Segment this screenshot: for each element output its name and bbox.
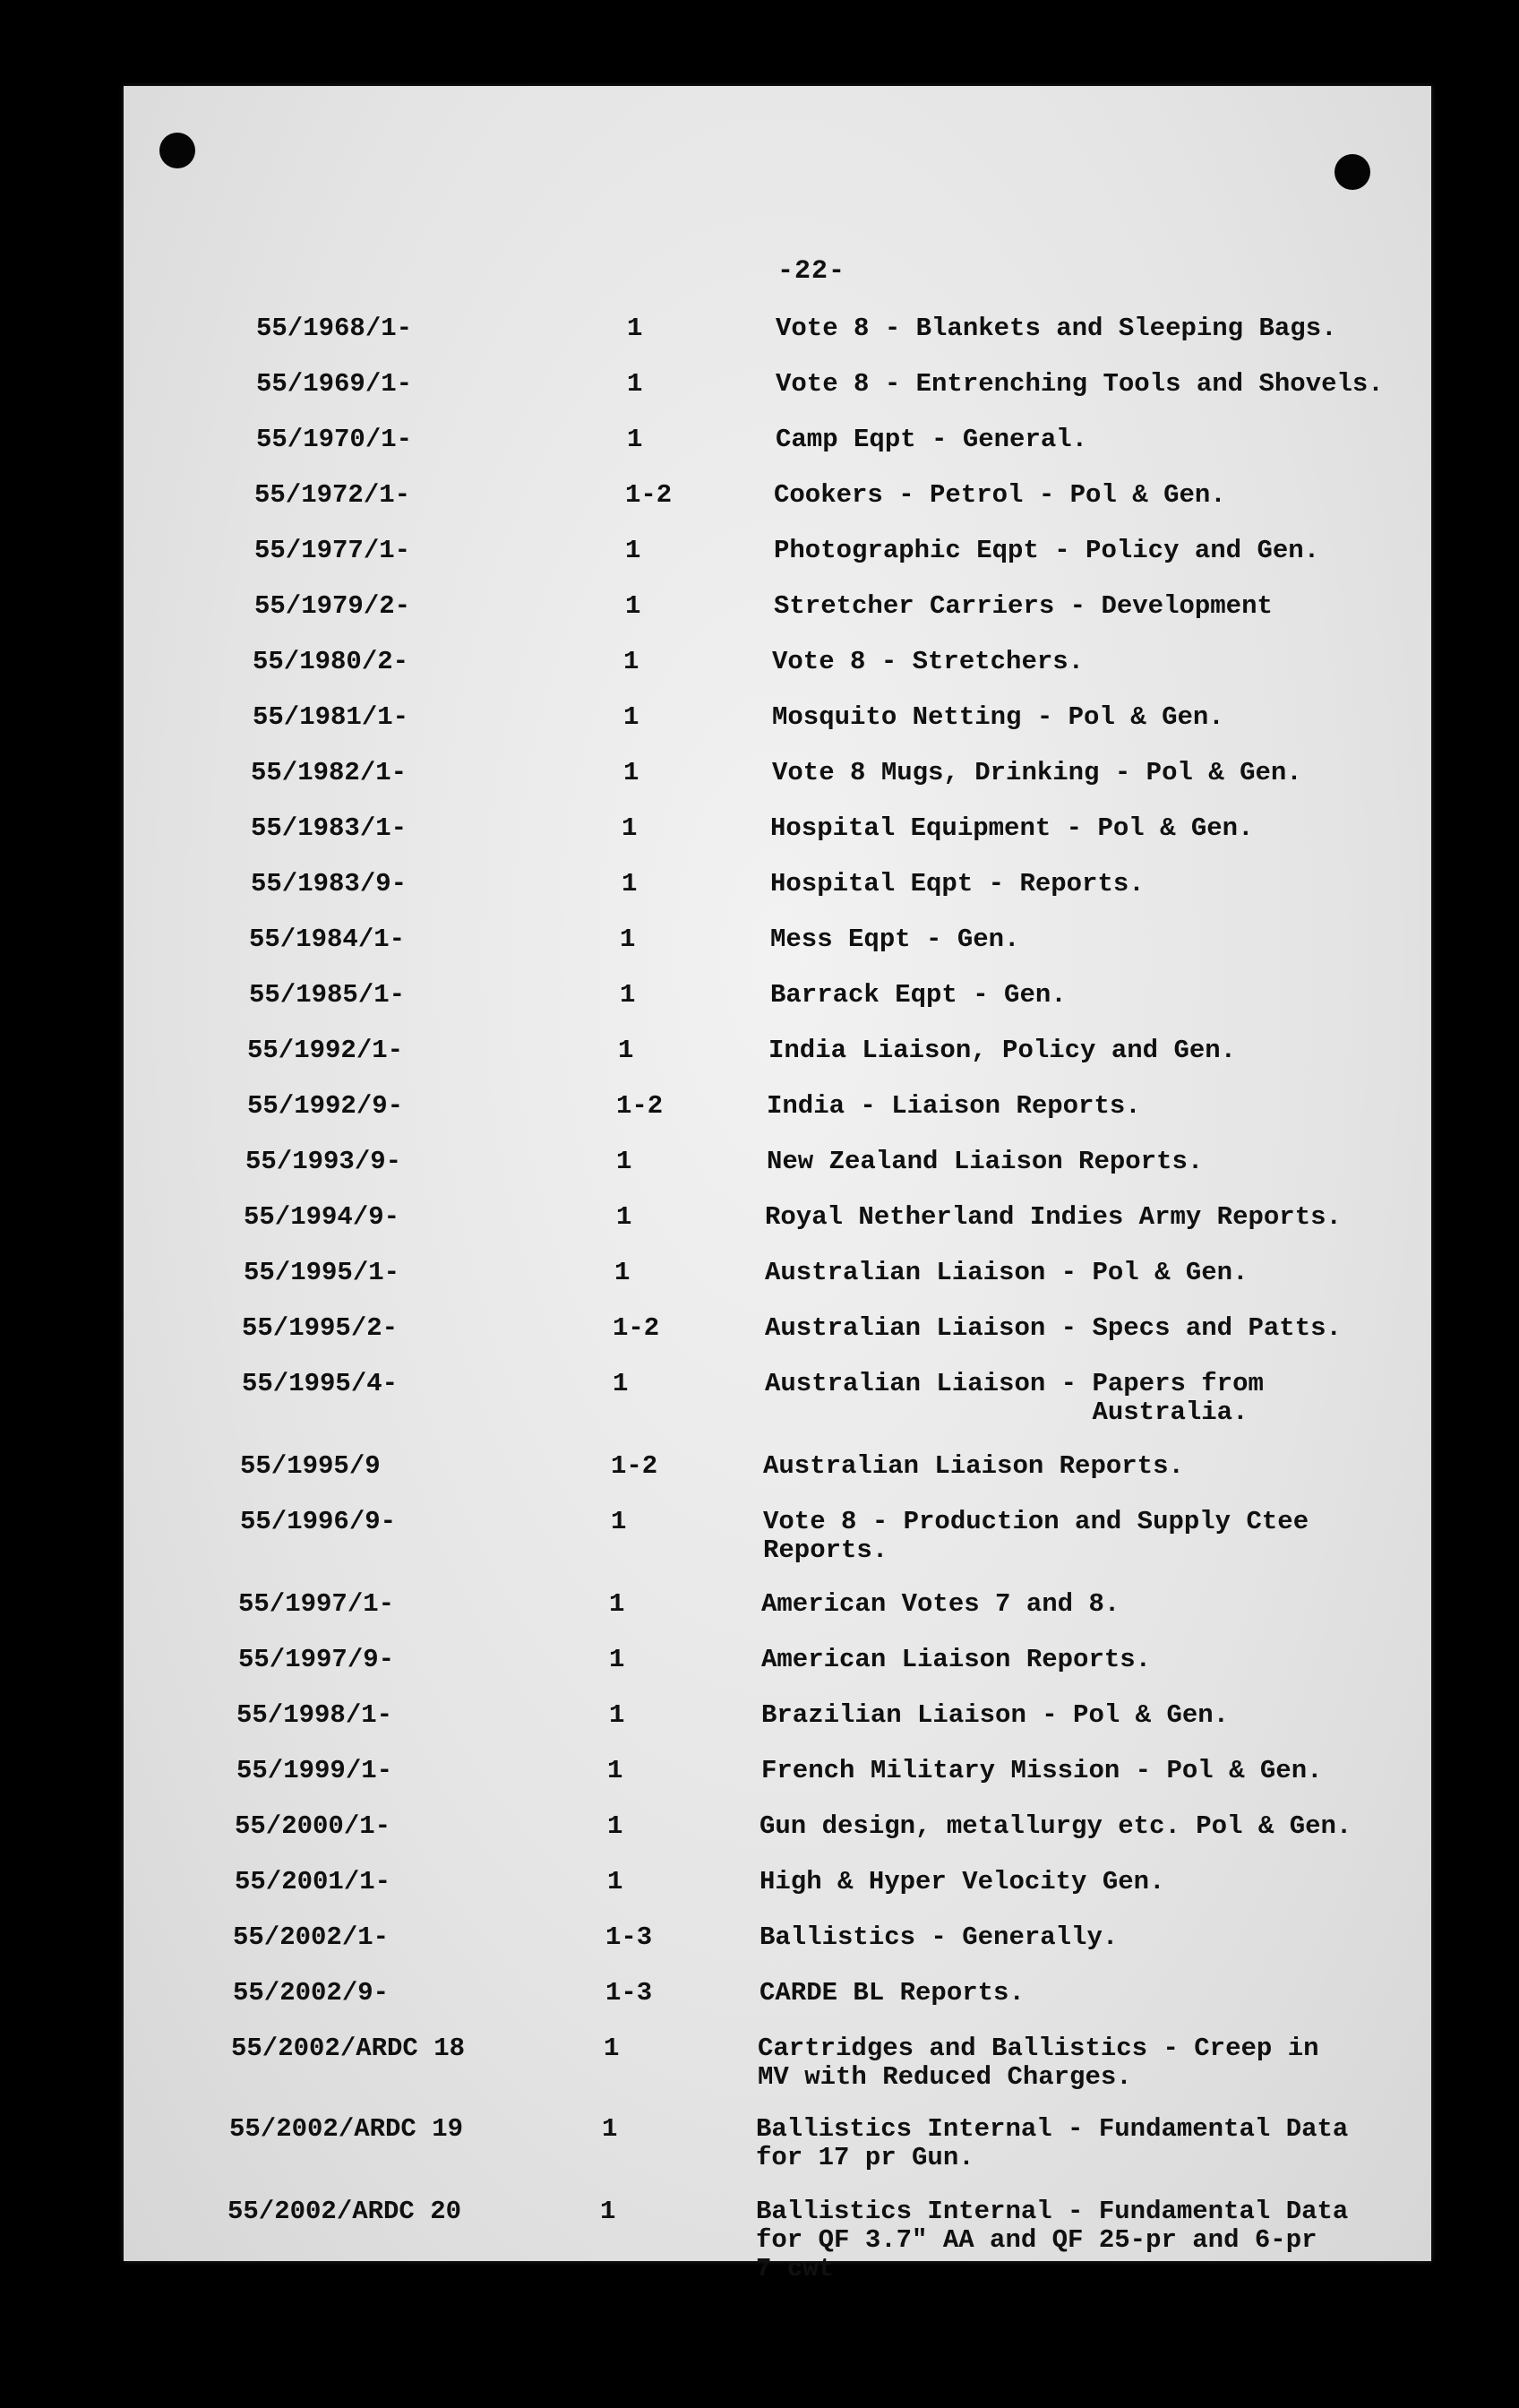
file-description — [756, 2115, 1348, 2172]
description-line: CARDE BL Reports. — [760, 1978, 1025, 2008]
file-description — [760, 1923, 1118, 1952]
description-line: Hospital Eqpt - Reports. — [770, 869, 1145, 899]
file-reference: 55/1998/1- — [236, 1700, 393, 1730]
file-reference: 55/1981/1- — [253, 702, 409, 732]
description-line: Hospital Equipment - Pol & Gen. — [770, 813, 1254, 843]
description-line: Brazilian Liaison - Pol & Gen. — [761, 1700, 1230, 1730]
description-line: Australia. — [765, 1398, 1249, 1427]
description-line: Cookers - Petrol - Pol & Gen. — [774, 480, 1226, 510]
file-description — [758, 2034, 1319, 2092]
description-line: Vote 8 - Production and Supply Ctee — [763, 1507, 1309, 1536]
volume-count: 1 — [611, 1507, 627, 1536]
volume-count: 1 — [620, 924, 636, 954]
description-line: for 17 pr Gun. — [756, 2143, 974, 2172]
volume-count: 1 — [607, 1811, 623, 1841]
volume-count: 1 — [625, 536, 641, 565]
file-description — [772, 759, 1302, 787]
volume-count: 1-3 — [605, 1978, 653, 2008]
file-reference: 55/1995/2- — [242, 1313, 399, 1343]
file-reference: 55/2002/ARDC 20 — [227, 2197, 462, 2226]
volume-count: 1 — [609, 1700, 625, 1730]
volume-count: 1 — [616, 1147, 632, 1176]
file-description — [765, 1370, 1264, 1427]
file-reference: 55/2002/1- — [233, 1922, 390, 1952]
volume-count: 1 — [616, 1202, 632, 1232]
description-line: Camp Eqpt - General. — [776, 425, 1088, 454]
file-description — [772, 703, 1224, 732]
file-description — [763, 1452, 1184, 1481]
volume-count: 1 — [623, 702, 639, 732]
file-description — [765, 1259, 1249, 1287]
file-reference: 55/1995/9 — [240, 1451, 381, 1481]
description-line: New Zealand Liaison Reports. — [767, 1147, 1204, 1176]
description-line: MV with Reduced Charges. — [758, 2062, 1132, 2092]
volume-count: 1-2 — [613, 1313, 660, 1343]
description-line: American Votes 7 and 8. — [761, 1589, 1120, 1619]
volume-count: 1 — [614, 1258, 631, 1287]
file-reference: 55/1995/1- — [244, 1258, 400, 1287]
description-line: Photographic Eqpt - Policy and Gen. — [774, 536, 1320, 565]
file-reference: 55/1984/1- — [249, 924, 406, 954]
file-description — [770, 814, 1254, 843]
file-reference: 55/1969/1- — [256, 369, 413, 399]
file-description — [770, 925, 1019, 954]
volume-count: 1 — [613, 1369, 629, 1398]
volume-count: 1 — [607, 1867, 623, 1896]
file-reference: 55/1979/2- — [254, 591, 411, 621]
description-line: Vote 8 - Stretchers. — [772, 647, 1085, 676]
file-description — [767, 1148, 1203, 1176]
file-description — [760, 1812, 1352, 1841]
file-reference: 55/1972/1- — [254, 480, 411, 510]
file-description — [767, 1092, 1141, 1121]
volume-count: 1-2 — [611, 1451, 658, 1481]
page-number: -22- — [777, 256, 846, 287]
description-line: Australian Liaison - Papers from — [765, 1369, 1264, 1398]
file-reference: 55/1993/9- — [245, 1147, 402, 1176]
description-line: High & Hyper Velocity Gen. — [760, 1867, 1165, 1896]
description-line: for QF 3.7" AA and QF 25-pr and 6-pr — [756, 2225, 1317, 2255]
file-description — [761, 1757, 1323, 1785]
description-line: Cartridges and Ballistics - Creep in — [758, 2034, 1319, 2063]
file-description — [774, 592, 1273, 621]
file-reference: 55/1985/1- — [249, 980, 406, 1010]
file-reference: 55/2000/1- — [235, 1811, 391, 1841]
description-line: Vote 8 - Blankets and Sleeping Bags. — [776, 314, 1337, 343]
volume-count: 1-2 — [625, 480, 673, 510]
file-reference: 55/2002/ARDC 19 — [229, 2114, 464, 2144]
description-line: Barrack Eqpt - Gen. — [770, 980, 1067, 1010]
description-line: Royal Netherland Indies Army Reports. — [765, 1202, 1342, 1232]
file-description — [761, 1590, 1120, 1619]
volume-count: 1 — [609, 1645, 625, 1674]
description-line: Stretcher Carriers - Development — [774, 591, 1273, 621]
file-description — [760, 1868, 1164, 1896]
volume-count: 1 — [600, 2197, 616, 2226]
document-page — [124, 86, 1431, 2283]
file-description — [776, 426, 1087, 454]
description-line: Mess Eqpt - Gen. — [770, 924, 1020, 954]
description-line: Mosquito Netting - Pol & Gen. — [772, 702, 1224, 732]
description-line: Vote 8 Mugs, Drinking - Pol & Gen. — [772, 758, 1302, 787]
volume-count: 1 — [609, 1589, 625, 1619]
volume-count: 1 — [627, 369, 643, 399]
file-reference: 55/1992/1- — [247, 1036, 404, 1065]
file-reference: 55/2002/9- — [233, 1978, 390, 2008]
file-description — [763, 1508, 1309, 1565]
file-reference: 55/1982/1- — [251, 758, 408, 787]
file-reference: 55/1992/9- — [247, 1091, 404, 1121]
description-line: Ballistics Internal - Fundamental Data — [756, 2114, 1349, 2144]
description-line: Reports. — [763, 1535, 888, 1565]
volume-count: 1 — [620, 980, 636, 1010]
file-description — [765, 1314, 1342, 1343]
file-description — [776, 370, 1384, 399]
file-reference: 55/1996/9- — [240, 1507, 397, 1536]
file-list — [124, 86, 1431, 2283]
file-reference: 55/1983/1- — [251, 813, 408, 843]
file-description — [760, 1979, 1025, 2008]
file-reference: 55/2001/1- — [235, 1867, 391, 1896]
description-line: India Liaison, Policy and Gen. — [768, 1036, 1237, 1065]
file-reference: 55/1997/1- — [238, 1589, 395, 1619]
volume-count: 1-2 — [616, 1091, 664, 1121]
file-reference: 55/1980/2- — [253, 647, 409, 676]
file-description — [772, 648, 1084, 676]
description-line: Gun design, metallurgy etc. Pol & Gen. — [760, 1811, 1352, 1841]
volume-count: 1 — [623, 647, 639, 676]
file-description — [756, 2197, 1348, 2283]
file-reference: 55/1983/9- — [251, 869, 408, 899]
volume-count: 1 — [602, 2114, 618, 2144]
file-reference: 55/1977/1- — [254, 536, 411, 565]
file-reference: 55/1999/1- — [236, 1756, 393, 1785]
description-line: India - Liaison Reports. — [767, 1091, 1141, 1121]
volume-count: 1-3 — [605, 1922, 653, 1952]
file-description — [761, 1701, 1229, 1730]
volume-count: 1 — [618, 1036, 634, 1065]
description-line: 7 cwt — [756, 2254, 835, 2283]
volume-count: 1 — [625, 591, 641, 621]
file-reference: 55/1994/9- — [244, 1202, 400, 1232]
description-line: Australian Liaison - Pol & Gen. — [765, 1258, 1249, 1287]
file-description — [776, 314, 1337, 343]
file-description — [774, 537, 1319, 565]
volume-count: 1 — [627, 425, 643, 454]
file-description — [768, 1036, 1236, 1065]
description-line: Ballistics Internal - Fundamental Data — [756, 2197, 1349, 2226]
description-line: French Military Mission - Pol & Gen. — [761, 1756, 1323, 1785]
file-description — [765, 1203, 1342, 1232]
file-reference: 55/1997/9- — [238, 1645, 395, 1674]
volume-count: 1 — [627, 314, 643, 343]
file-description — [761, 1646, 1151, 1674]
file-reference: 55/1995/4- — [242, 1369, 399, 1398]
volume-count: 1 — [623, 758, 639, 787]
file-description — [774, 481, 1226, 510]
description-line: Ballistics - Generally. — [760, 1922, 1119, 1952]
volume-count: 1 — [607, 1756, 623, 1785]
file-description — [770, 870, 1145, 899]
volume-count: 1 — [622, 813, 638, 843]
file-description — [770, 981, 1067, 1010]
file-reference: 55/1970/1- — [256, 425, 413, 454]
description-line: Vote 8 - Entrenching Tools and Shovels. — [776, 369, 1384, 399]
volume-count: 1 — [604, 2034, 620, 2063]
volume-count: 1 — [622, 869, 638, 899]
file-reference: 55/2002/ARDC 18 — [231, 2034, 466, 2063]
file-reference: 55/1968/1- — [256, 314, 413, 343]
description-line: American Liaison Reports. — [761, 1645, 1152, 1674]
description-line: Australian Liaison Reports. — [763, 1451, 1184, 1481]
description-line: Australian Liaison - Specs and Patts. — [765, 1313, 1342, 1343]
